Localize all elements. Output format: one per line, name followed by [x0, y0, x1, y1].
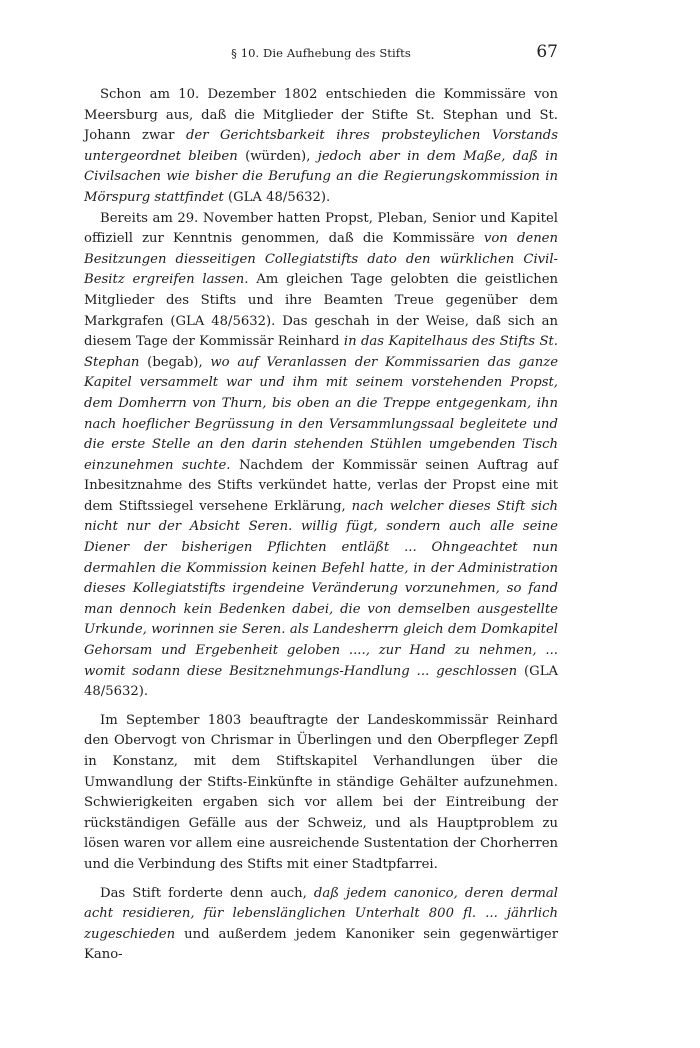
quoted-text: daß jedem canonico, deren dermal acht residieren, für lebenslänglichen Unterhalt 800 fl. ... jährlich zugeschieden — [84, 885, 558, 942]
paragraph-4 — [84, 884, 558, 966]
page-number: 67 — [536, 42, 558, 62]
text-run: Am gleichen Tage gelobten die geistlichen Mitglieder des Stifts und ihre Beamten Treue gegenüber dem Markgrafen (GLA 48/5632). Das geschah in der Weise, daß sich an diesem Tage der Kommissär Reinhard — [84, 272, 558, 350]
quoted-text: der Gerichtsbarkeit ihres probsteylichen Vorstands untergeordnet bleiben — [84, 128, 559, 164]
text-run: (GLA 48/5632). — [84, 663, 558, 700]
text-run: Im September 1803 beauftragte der Landeskommissär Reinhard den Obervogt von Chrismar in Überlingen und den Oberpfleger Zepfl in Konstanz, mit dem Stiftskapitel Verhandlungen über die Umwandlung der Stifts-Einkünfte in ständige Gehälter aufzunehmen. Schwierigkeiten ergaben sich vor allem bei der Eintreibung der rückständigen Gefälle aus der Schweiz, und als Hauptproblem zu lösen waren vor allem eine ausreichende Sustentation der Chorherren und die Verbindung des Stifts mit einer Stadtpfarrei. — [84, 712, 558, 872]
text-run: (begab), — [139, 354, 211, 370]
text-run: (würden), — [237, 148, 318, 164]
text-run: Bereits am 29. November hatten Propst, Pleban, Senior und Kapitel offiziell zur Kenntnis genommen, daß die Kommissäre — [84, 210, 558, 247]
quoted-text: jedoch aber in dem Maße, daß in Civilsachen wie bisher die Berufung an die Regierungskommission in Mörspurg stattfindet — [84, 148, 558, 205]
paragraph-3 — [84, 711, 558, 876]
paragraph-2 — [84, 209, 558, 703]
text-run: und außerdem jedem Kanoniker sein gegenwärtiger Kano- — [84, 926, 558, 963]
text-run: Das Stift forderte denn auch, — [100, 885, 314, 901]
text-run: Nachdem der Kommissär seinen Auftrag auf Inbesitznahme des Stifts verkündet hatte, verlas der Propst eine mit dem Stiftssiegel versehene Erklärung, — [84, 457, 558, 514]
running-title: § 10. Die Aufhebung des Stifts — [231, 46, 411, 60]
paragraph-1 — [84, 85, 558, 209]
text-run: (GLA 48/5632). — [223, 189, 331, 205]
running-head — [84, 40, 558, 66]
quoted-text: wo auf Veranlassen der Kommissarien das ganze Kapitel versammelt war und ihm mit seinem vorstehenden Propst, dem Domherrn von Thurn, bis oben an die Treppe entgegenkam, ihn nach hoeflicher Begrüssung in den Versammlungssaal begleitete und die erste Stelle an den darin stehenden Stühlen umgebenden Tisch einzunehmen suchte. — [84, 354, 559, 473]
text-run: Schon am 10. Dezember 1802 entschieden die Kommissäre von Meersburg aus, daß die Mitglieder der Stifte St. Stephan und St. Johann zwar — [84, 87, 558, 144]
quoted-text: in das Kapitelhaus des Stifts St. Stephan — [84, 334, 558, 370]
quoted-text: von denen Besitzungen diesseitigen Collegiatstifts dato den würklichen Civil-Besitz ergreifen lassen. — [84, 231, 558, 288]
body-text — [84, 85, 558, 966]
quoted-text: nach welcher dieses Stift sich nicht nur der Absicht Seren. willig fügt, sondern auch alle seine Diener der bisherigen Pflichten entläßt ... Ohngeachtet nun dermahlen die Kommission keinen Befehl hatte, in der Administration dieses Kollegiatstifts irgendeine Veränderung vorzunehmen, so fand man dennoch kein Bedenken dabei, die von demselben ausgestellte Urkunde, worinnen sie Seren. als Landesherrn gleich dem Domkapitel Gehorsam und Ergebenheit geloben ...., zur Hand zu nehmen, ... womit sodann diese Besitznehmungs-Handlung ... geschlossen — [84, 498, 558, 679]
